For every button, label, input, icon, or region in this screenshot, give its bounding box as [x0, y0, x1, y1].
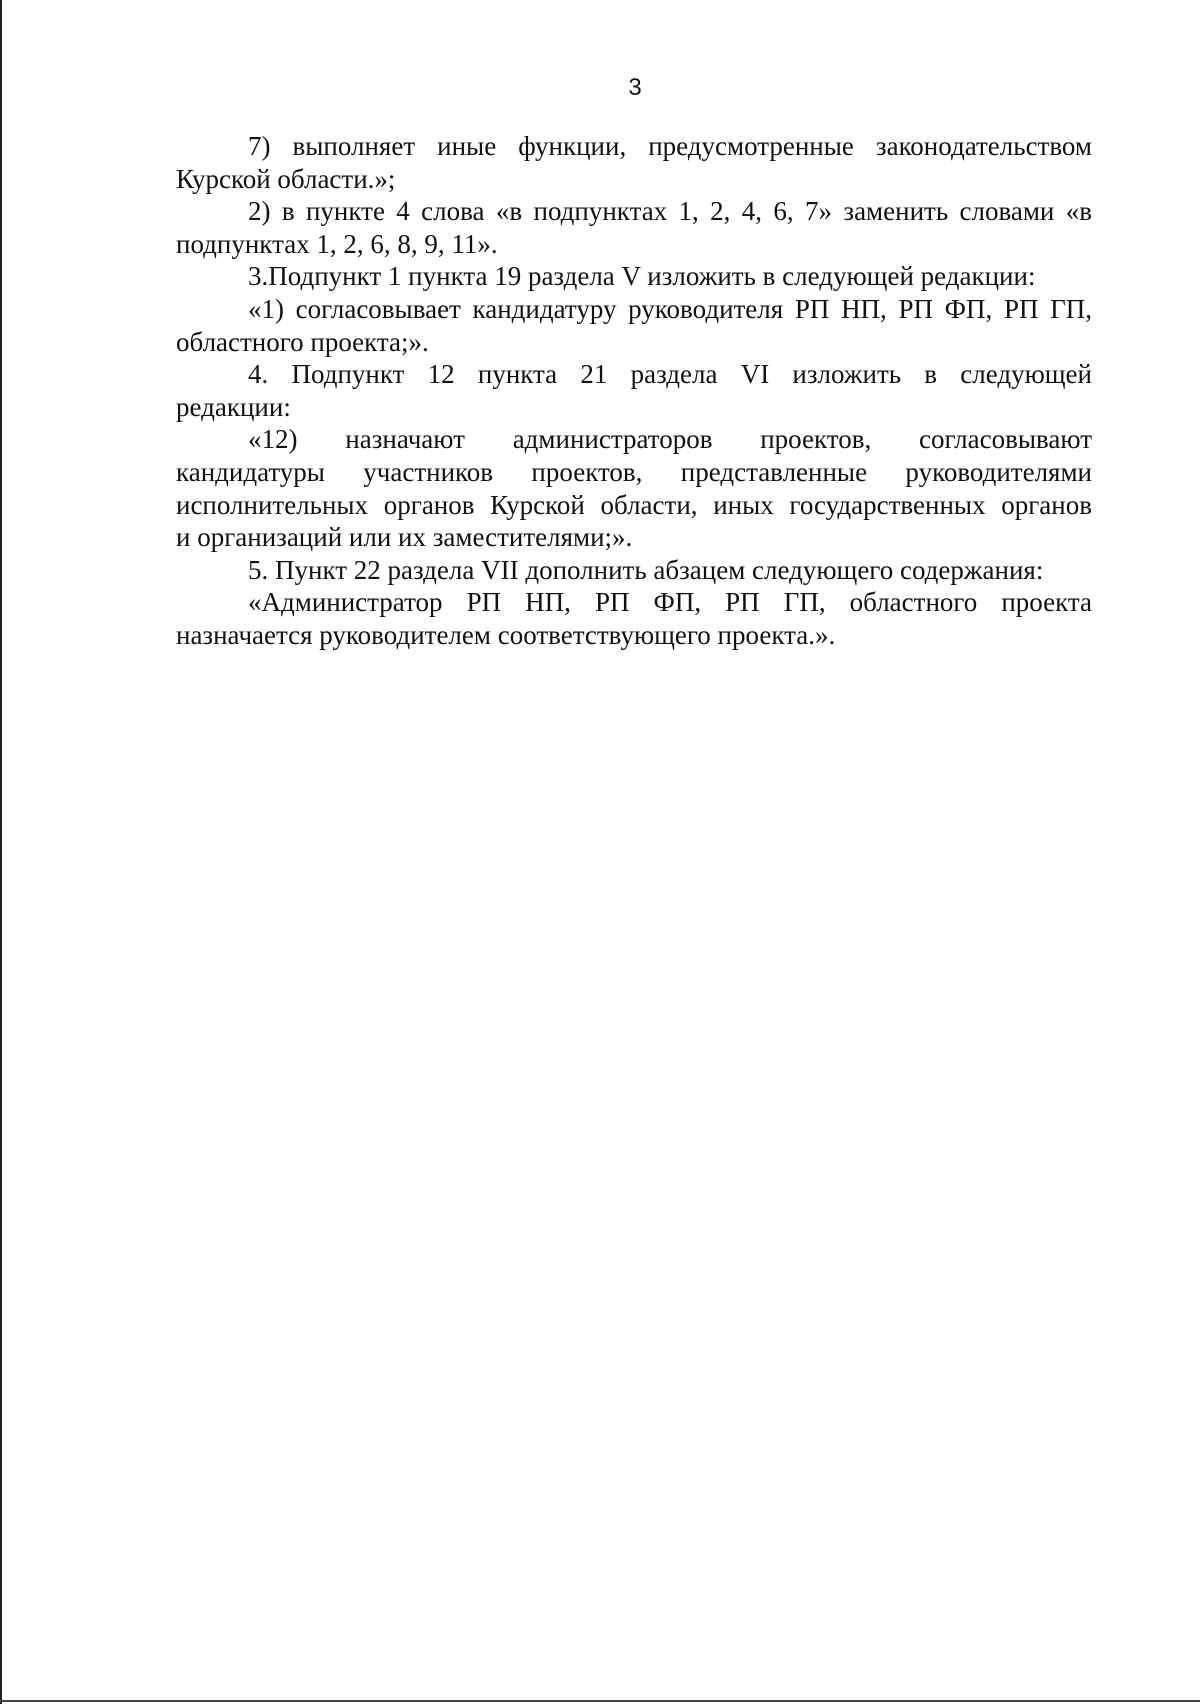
text-line: областного проекта;». [176, 326, 429, 357]
text-line: Курской области.»; [176, 163, 396, 194]
text-line: подпунктах 1, 2, 6, 8, 9, 11». [176, 228, 498, 259]
text-line: кандидатуры участников проектов, представленные руководителями [176, 456, 1092, 487]
text-line: и организаций или их заместителями;». [176, 522, 633, 553]
document-body [176, 130, 1092, 652]
scan-bottom-edge [0, 1700, 1200, 1702]
text-line: назначается руководителем соответствующего проекта.». [176, 619, 836, 650]
text-line: «12) назначают администраторов проектов, согласовывают [248, 424, 1092, 455]
text-line: 7) выполняет иные функции, предусмотренные законодательством [248, 131, 1092, 161]
scan-left-edge [0, 0, 2, 1704]
text-line: 5. Пункт 22 раздела VII дополнить абзацем следующего содержания: [248, 554, 1044, 585]
text-line: «1) согласовывает кандидатуру руководителя РП НП, РП ФП, РП ГП, [248, 293, 1092, 324]
text-line: исполнительных органов Курской области, иных государственных органов [176, 489, 1092, 520]
text-line: «Администратор РП НП, РП ФП, РП ГП, областного проекта [248, 587, 1092, 618]
text-line: 2) в пункте 4 слова «в подпунктах 1, 2, 4, 6, 7» заменить словами «в [248, 196, 1092, 227]
text-line: 3.Подпункт 1 пункта 19 раздела V изложить в следующей редакции: [248, 261, 1036, 292]
text-line: 4. Подпункт 12 пункта 21 раздела VI изложить в следующей [248, 359, 1092, 390]
text-line: редакции: [176, 391, 291, 422]
page-number: 3 [628, 74, 642, 101]
